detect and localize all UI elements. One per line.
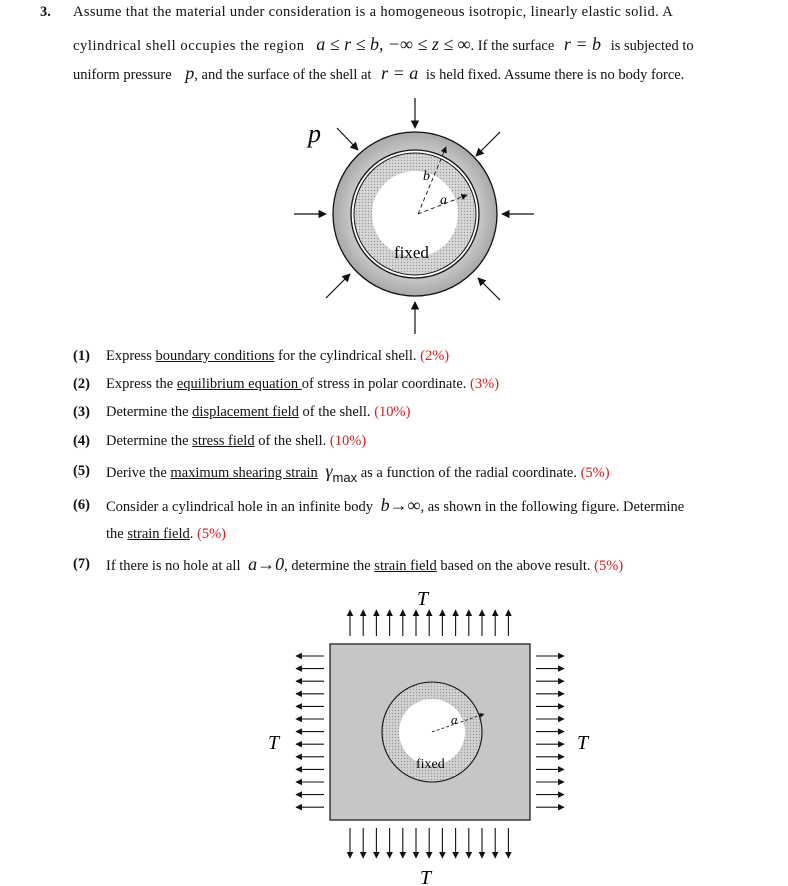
problem-line-1: Assume that the material under consideration is a homogeneous isotropic, linearly elastic solid. A xyxy=(73,4,674,20)
bottom-traction-label: T xyxy=(420,867,432,886)
question-3-number: (3) xyxy=(73,404,90,420)
right-traction-label: T xyxy=(577,732,589,754)
problem-number: 3. xyxy=(40,4,51,20)
question-7-number: (7) xyxy=(73,556,90,572)
plate-radius-label: a xyxy=(451,712,458,727)
question-2-number: (2) xyxy=(73,376,90,392)
problem-line-3: uniform pressure p, and the surface of the shell at r = a is held fixed. Assume there is no body force. xyxy=(73,63,685,83)
question-4-number: (4) xyxy=(73,433,90,449)
pressure-label: p xyxy=(308,119,321,148)
question-5: Derive the maximum shearing strain γmax as a function of the radial coordinate. (5%) xyxy=(106,461,610,485)
question-3: Determine the displacement field of the shell. (10%) xyxy=(106,404,411,420)
problem-line-2: cylindrical shell occupies the region a ≤ r ≤ b, −∞ ≤ z ≤ ∞. If the surface r = b is subjected to xyxy=(73,34,694,54)
question-7: If there is no hole at all a→0, determine the strain field based on the above result. (5%) xyxy=(106,554,624,574)
fixed-label: fixed xyxy=(394,243,429,262)
left-traction-label: T xyxy=(268,732,280,754)
question-2: Express the equilibrium equation of stress in polar coordinate. (3%) xyxy=(106,376,500,392)
question-5-number: (5) xyxy=(73,463,90,479)
top-traction-label: T xyxy=(417,588,429,610)
question-6-number: (6) xyxy=(73,497,90,513)
question-6: Consider a cylindrical hole in an infinite body b→∞, as shown in the following figure. Determine xyxy=(106,495,685,515)
question-6-line-2: the strain field. (5%) xyxy=(106,526,227,542)
question-1: Express boundary conditions for the cylindrical shell. (2%) xyxy=(106,348,450,364)
shell-figure xyxy=(280,90,550,340)
plate-figure xyxy=(262,586,589,886)
question-1-number: (1) xyxy=(73,348,90,364)
label-b: b xyxy=(423,169,430,184)
question-4: Determine the stress field of the shell. (10%) xyxy=(106,433,367,449)
label-a: a xyxy=(440,193,447,208)
plate-fixed-label: fixed xyxy=(416,757,445,772)
